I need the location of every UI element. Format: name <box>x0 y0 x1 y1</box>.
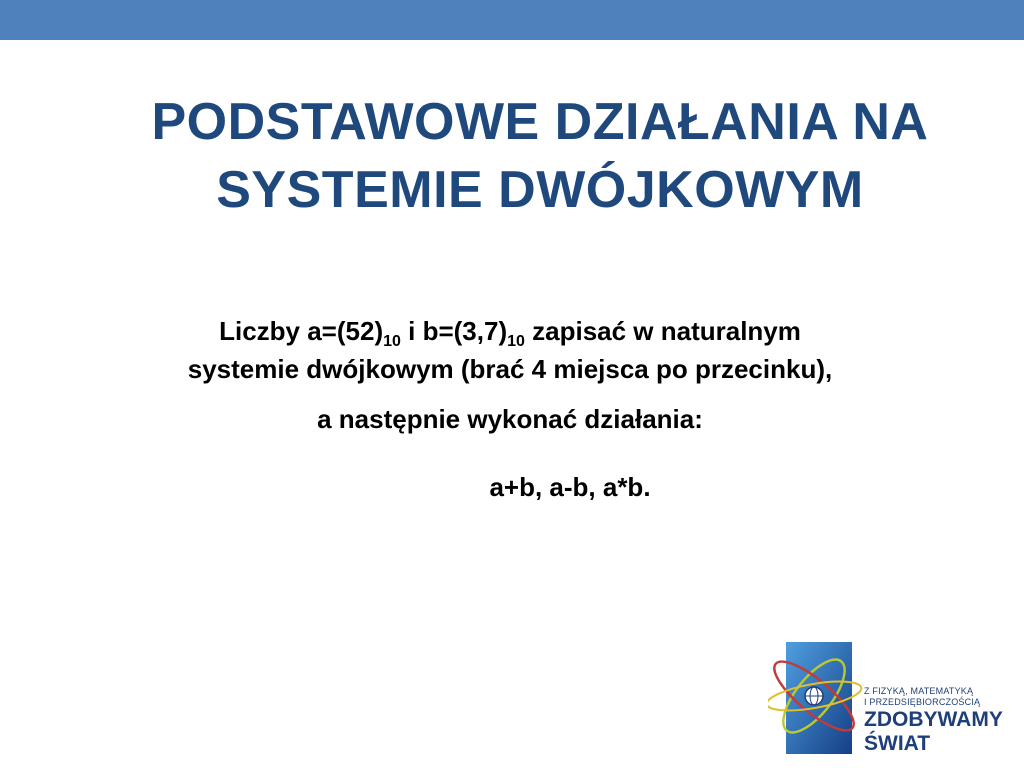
project-logo <box>768 618 1024 768</box>
base-subscript-a: 10 <box>383 333 401 350</box>
logo-title-2: ŚWIAT <box>864 732 931 755</box>
logo-text <box>864 686 1003 756</box>
task-line-3: a następnie wykonać działania: <box>317 404 703 434</box>
task-number-b: i b=(3,7) <box>400 316 508 346</box>
task-operations: a+b, a-b, a*b. <box>489 472 651 502</box>
task-line-1 <box>60 312 960 350</box>
logo-tagline-1: Z FIZYKĄ, MATEMATYKĄ <box>864 686 974 696</box>
task-line-1-end: zapisać w naturalnym <box>524 316 801 346</box>
logo-title-1: ZDOBYWAMY <box>864 708 1003 731</box>
slide-title-line-2: SYSTEMIE DWÓJKOWYM <box>216 161 864 219</box>
task-text <box>60 312 960 506</box>
header-bar <box>0 0 1024 40</box>
base-subscript-b: 10 <box>507 333 525 350</box>
slide-title <box>40 88 1024 224</box>
logo-tagline-2: I PRZEDSIĘBIORCZOŚCIĄ <box>864 697 981 707</box>
slide-title-line-1: PODSTAWOWE DZIAŁANIA NA <box>151 93 929 151</box>
task-line-2: systemie dwójkowym (brać 4 miejsca po przecinku), <box>187 354 833 384</box>
task-number-a: Liczby a=(52) <box>219 316 384 346</box>
